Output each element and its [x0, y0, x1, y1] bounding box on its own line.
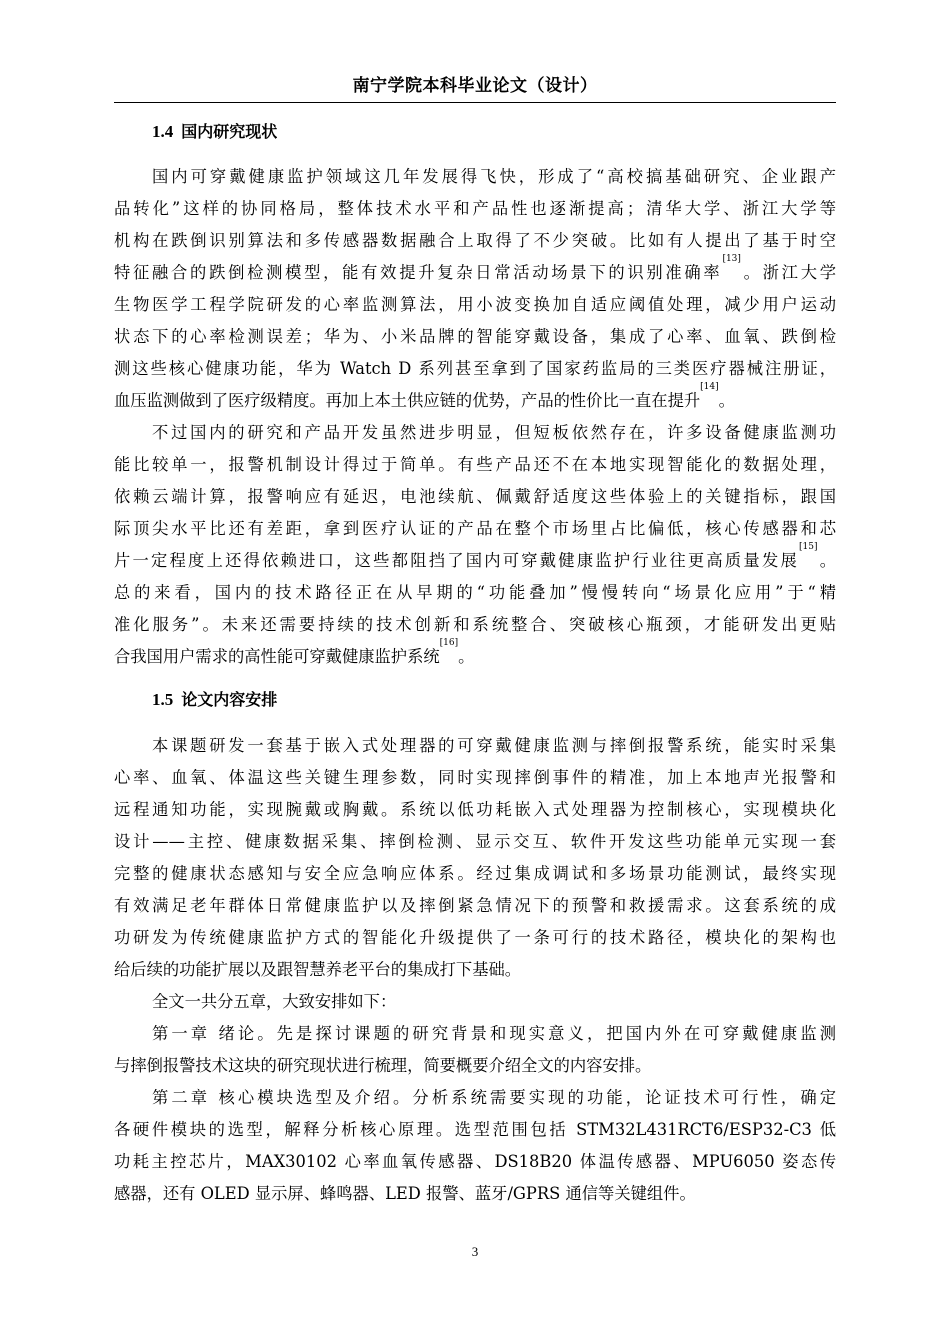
section-heading	[152, 689, 277, 711]
text-span: 特征融合的跌倒检测模型，能有效提升复杂日常活动场景下的识别准确率	[114, 263, 723, 282]
section-title: 论文内容安排	[181, 690, 278, 709]
section-heading	[152, 121, 277, 143]
text-line: 全文一共分五章，大致安排如下：	[152, 992, 397, 1011]
text-span: 。	[458, 647, 475, 666]
text-line: 功耗主控芯片，MAX30102 心率血氧传感器、DS18B20 体温传感器、MPU6050 姿态传	[114, 1152, 836, 1171]
text-span: 。	[718, 391, 735, 410]
text-span: 合我国用户需求的高性能可穿戴健康监护系统	[114, 647, 440, 666]
text-line: 际顶尖水平比还有差距，拿到医疗认证的产品在整个市场里占比偏低，核心传感器和芯	[114, 519, 836, 538]
text-line: 本课题研发一套基于嵌入式处理器的可穿戴健康监测与摔倒报警系统，能实时采集	[152, 736, 836, 755]
text-span: 。浙江大学	[740, 263, 836, 282]
section-number: 1.5	[152, 690, 174, 709]
text-line: 机构在跌倒识别算法和多传感器数据融合上取得了不少突破。比如有人提出了基于时空	[114, 231, 836, 250]
text-span: 血压监测做到了医疗级精度。再加上本土供应链的优势，产品的性价比一直在提升	[114, 391, 701, 410]
text-line: 依赖云端计算，报警响应有延迟，电池续航、佩戴舒适度这些体验上的关键指标，跟国	[114, 487, 836, 506]
text-span: 片一定程度上还得依赖进口，这些都阻挡了国内可穿戴健康监护行业往更高质量发展	[114, 551, 799, 570]
header-rule	[114, 102, 836, 103]
text-line	[114, 382, 836, 412]
section-number: 1.4	[152, 122, 174, 141]
text-span: 。	[817, 551, 836, 570]
text-line: 能比较单一，报警机制设计得过于简单。有些产品还不在本地实现智能化的数据处理，	[114, 455, 836, 474]
text-line: 第一章 绪论。先是探讨课题的研究背景和现实意义，把国内外在可穿戴健康监测	[152, 1024, 836, 1043]
text-line: 第二章 核心模块选型及介绍。分析系统需要实现的功能，论证技术可行性，确定	[152, 1088, 836, 1107]
text-line: 国内可穿戴健康监护领域这几年发展得飞快，形成了“高校搞基础研究、企业跟产	[152, 167, 836, 186]
text-line: 给后续的功能扩展以及跟智慧养老平台的集成打下基础。	[114, 960, 522, 979]
text-line: 远程通知功能，实现腕戴或胸戴。系统以低功耗嵌入式处理器为控制核心，实现模块化	[114, 800, 836, 819]
citation: [13]	[722, 254, 741, 264]
text-line	[114, 254, 836, 284]
citation: [14]	[700, 382, 719, 392]
citation: [16]	[439, 638, 459, 648]
text-line: 准化服务”。未来还需要持续的技术创新和系统整合、突破核心瓶颈，才能研发出更贴	[114, 615, 836, 634]
text-line: 与摔倒报警技术这块的研究现状进行梳理，简要概要介绍全文的内容安排。	[114, 1056, 652, 1075]
text-line: 有效满足老年群体日常健康监护以及摔倒紧急情况下的预警和救援需求。这套系统的成	[114, 896, 836, 915]
text-line: 总的来看，国内的技术路径正在从早期的“功能叠加”慢慢转向“场景化应用”于“精	[114, 583, 836, 602]
text-line: 功研发为传统健康监护方式的智能化升级提供了一条可行的技术路径，模块化的架构也	[114, 928, 836, 947]
text-line: 状态下的心率检测误差；华为、小米品牌的智能穿戴设备，集成了心率、血氧、跌倒检	[114, 327, 836, 346]
text-line: 完整的健康状态感知与安全应急响应体系。经过集成调试和多场景功能测试，最终实现	[114, 864, 836, 883]
page-number: 3	[471, 1244, 479, 1259]
text-line: 品转化”这样的协同格局，整体技术水平和产品性也逐渐提高；清华大学、浙江大学等	[114, 199, 836, 218]
text-line: 感器，还有 OLED 显示屏、蜂鸣器、LED 报警、蓝牙/GPRS 通信等关键组件。	[114, 1184, 696, 1203]
text-line: 设计——主控、健康数据采集、摔倒检测、显示交互、软件开发这些功能单元实现一套	[114, 832, 836, 851]
citation: [15]	[798, 542, 818, 552]
text-line: 生物医学工程学院研发的心率监测算法，用小波变换加自适应阈值处理，减少用户运动	[114, 295, 836, 314]
text-line	[114, 542, 836, 572]
text-line: 测这些核心健康功能，华为 Watch D 系列甚至拿到了国家药监局的三类医疗器械注册证，	[114, 359, 836, 378]
text-line: 各硬件模块的选型，解释分析核心原理。选型范围包括 STM32L431RCT6/ESP32-C3 低	[114, 1120, 836, 1139]
text-line: 不过国内的研究和产品开发虽然进步明显，但短板依然存在，许多设备健康监测功	[152, 423, 836, 442]
section-title: 国内研究现状	[181, 122, 278, 141]
text-line: 心率、血氧、体温这些关键生理参数，同时实现摔倒事件的精准，加上本地声光报警和	[114, 768, 836, 787]
page-header-title: 南宁学院本科毕业论文（设计）	[352, 76, 598, 96]
text-line	[114, 638, 836, 668]
